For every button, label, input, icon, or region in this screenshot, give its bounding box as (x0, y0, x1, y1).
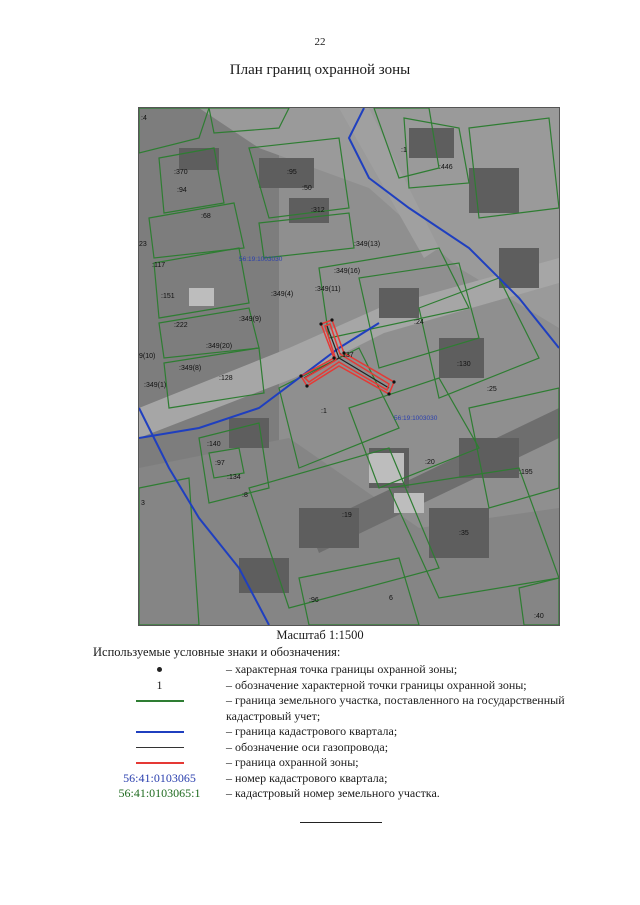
legend-item-text: – кадастровый номер земельного участка. (226, 786, 440, 800)
point-marker-icon (157, 667, 162, 672)
parcel-label: :195 (519, 469, 533, 476)
legend-item-pipeline-axis (93, 740, 613, 756)
green-line-icon (136, 700, 184, 702)
legend-item-point (93, 662, 613, 678)
parcel-label: :349(11) (315, 286, 341, 293)
parcel-label: :349(1) (144, 382, 167, 389)
parcel-label: :349(4) (271, 291, 294, 298)
parcel-label: :1 (321, 408, 327, 415)
parcel-label: :349(16) (334, 268, 361, 275)
parcel-label: :20 (425, 459, 435, 466)
parcel-label: :19 (342, 512, 352, 519)
parcel-label: :140 (207, 441, 221, 448)
legend-item-quarter-number (93, 771, 613, 787)
legend-item-parcel-boundary (93, 693, 613, 724)
legend (93, 662, 613, 802)
blue-line-icon (136, 731, 184, 733)
legend-title: Используемые условные знаки и обозначения: (93, 645, 341, 659)
cadastral-map (138, 107, 560, 626)
quarter-label: 56:19:1003030 (239, 256, 283, 263)
legend-symbol-text: 56:41:0103065:1 (118, 786, 201, 800)
parcel-label: :24 (414, 319, 424, 326)
parcel-label: :35 (459, 530, 469, 537)
black-line-icon (136, 747, 184, 748)
parcel-label: :349(9) (239, 316, 262, 323)
parcel-label: :25 (487, 386, 497, 393)
legend-item-text: – номер кадастрового квартала; (226, 770, 388, 785)
legend-item-point-label (93, 678, 613, 694)
legend-item-text: – характерная точка границы охранной зоны; (226, 662, 458, 676)
legend-item-protection-zone (93, 755, 613, 771)
red-line-icon (136, 762, 184, 764)
parcel-label: :95 (287, 169, 297, 176)
parcel-label: :446 (439, 164, 453, 171)
legend-item-parcel-number (93, 786, 613, 802)
legend-item-quarter-boundary (93, 724, 613, 740)
parcel-label: :137 (340, 352, 354, 359)
parcel-label: :128 (219, 375, 233, 382)
legend-item-text: – граница кадастрового квартала; (226, 724, 398, 738)
legend-item-text: – граница охранной зоны; (226, 755, 359, 769)
parcel-label: :349(13) (354, 241, 381, 248)
parcel-label: :68 (201, 213, 211, 220)
parcel-label: :8 (242, 492, 248, 499)
legend-symbol-text: 1 (156, 677, 163, 692)
legend-symbol-text: 56:41:0103065 (123, 770, 196, 785)
legend-item-text: – обозначение характерной точки границы охранной зоны; (226, 677, 527, 692)
parcel-label: :97 (215, 460, 225, 467)
page-title: План границ охранной зоны (229, 62, 411, 78)
parcel-label: 3 (141, 500, 145, 507)
quarter-label: 56:19:1003030 (394, 415, 438, 422)
parcel-label: :312 (311, 207, 325, 214)
parcel-label: :349(20) (206, 343, 233, 350)
parcel-label: :1 (401, 147, 407, 154)
parcel-label: :130 (457, 361, 471, 368)
closing-divider (300, 822, 382, 823)
parcel-label: :96 (309, 597, 319, 604)
parcel-label: :134 (227, 474, 241, 481)
parcel-label: :151 (161, 293, 175, 300)
scale-label: Масштаб 1:1500 (276, 628, 364, 642)
parcel-label: :349(8) (179, 365, 202, 372)
legend-item-text: – граница земельного участка, поставленного на государственный кадастровый учет; (226, 693, 565, 723)
page-number: 22 (314, 36, 326, 48)
parcel-label: :222 (174, 322, 188, 329)
parcel-label: :94 (177, 187, 187, 194)
parcel-label: :50 (302, 185, 312, 192)
parcel-label: 6 (389, 595, 393, 602)
parcel-label: :117 (152, 262, 166, 269)
parcel-label: :4 (141, 115, 147, 122)
legend-item-text: – обозначение оси газопровода; (226, 739, 389, 754)
parcel-label: 23 (139, 241, 147, 248)
parcel-label: 9(10) (139, 353, 156, 360)
parcel-label: :370 (174, 169, 188, 176)
parcel-label: :40 (534, 613, 544, 620)
